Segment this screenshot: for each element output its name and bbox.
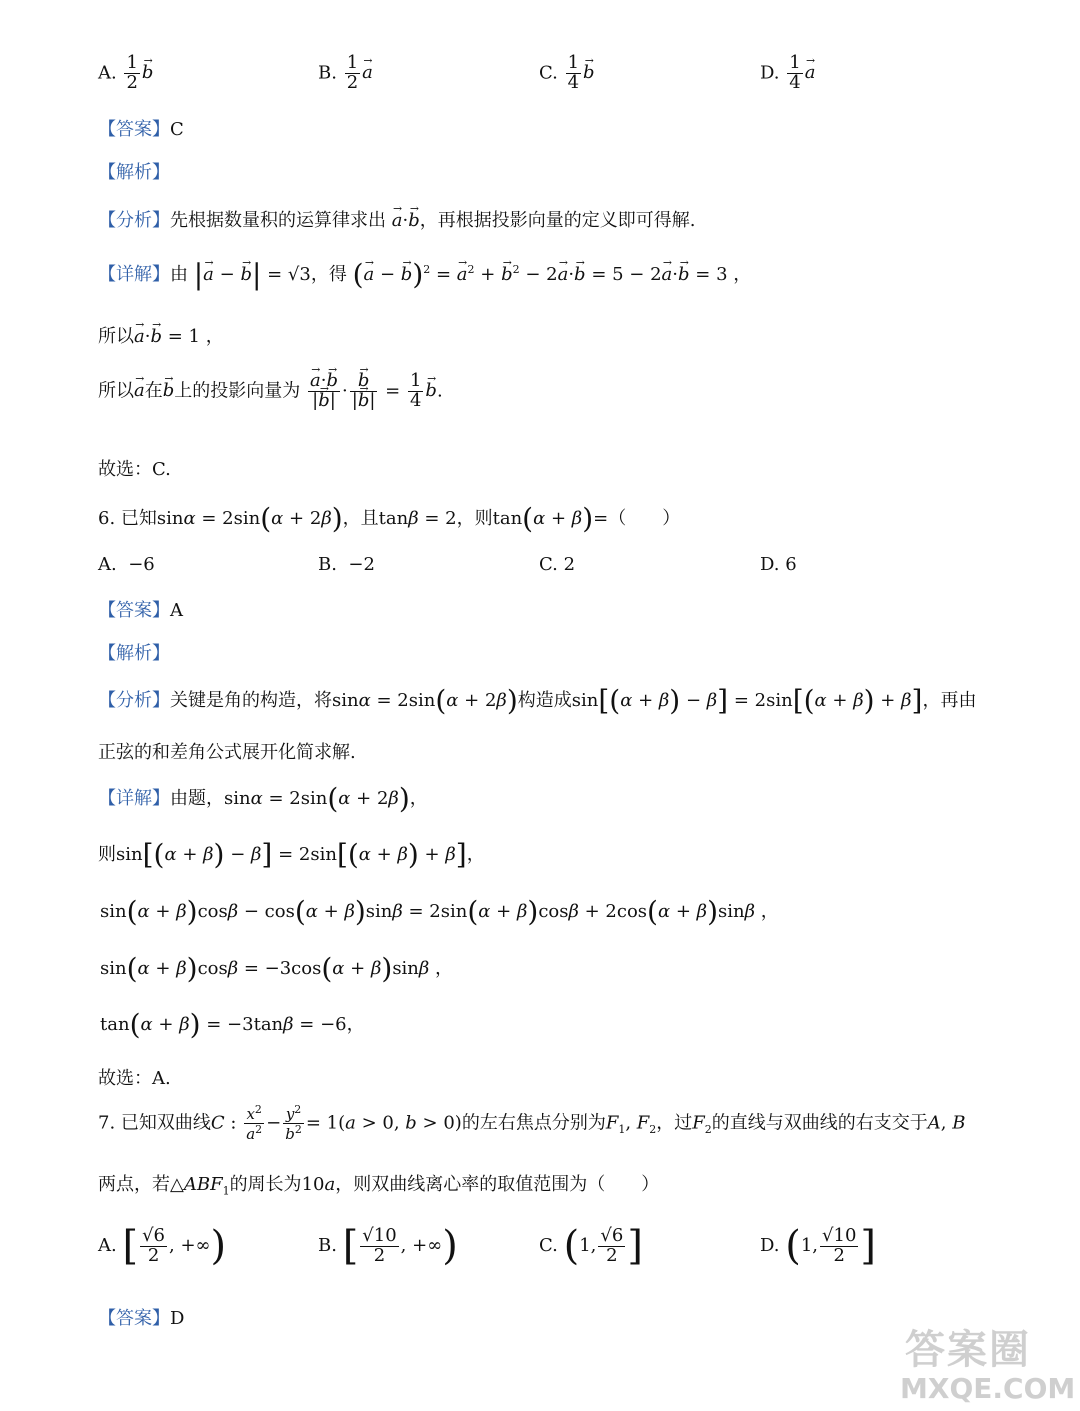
- q6-step-1: 则sin[(α + β) − β] = 2sin[(α + β) + β]，: [98, 838, 485, 871]
- q5-guxuan: 故选：C.: [98, 459, 171, 480]
- q7-stem-line1: 7. 已知双曲线C : $\frac{x^2}{a^2}$ − $\frac{y^2}{b^2}$ = 1(a > 0, b > 0)的左右焦点分别为$F_1$, $F_2$，过$F_2$的直线与双曲线的右支交于A, B: [98, 1103, 966, 1143]
- q6-step-4: tan(α + β) = −3tanβ = −6，: [100, 1008, 365, 1041]
- q6-option-c: C. 2: [539, 554, 576, 575]
- q7-stem-line2: 两点，若$\triangle ABF_1$的周长为10a，则双曲线离心率的取值范围为（ ）: [98, 1174, 660, 1198]
- q6-guxuan: 故选：A.: [98, 1068, 171, 1089]
- q7-option-c: C. (1, $\frac{√6}{2}$ ]: [539, 1223, 643, 1269]
- watermark-logo: 答案圈: [905, 1327, 1031, 1373]
- q5-option-d: D. $\frac{1}{4}$ → a: [760, 54, 815, 93]
- q5-suoyi-1: 所以→ a·→ b = 1 ，: [98, 322, 224, 348]
- q6-step-3: sin(α + β)cosβ = −3cos(α + β)sinβ ，: [100, 952, 454, 985]
- q5-option-c: C. $\frac{1}{4}$ → b: [539, 54, 595, 93]
- q7-answer: 【答案】D: [98, 1308, 185, 1329]
- q6-jiexi-heading: 【解析】: [98, 643, 170, 664]
- q5-answer: 【答案】C: [98, 119, 184, 140]
- q5-option-b: B. $\frac{1}{2}$ → a: [318, 54, 373, 93]
- q6-step-2: sin(α + β)cosβ − cos(α + β)sinβ = 2sin(α + β)cosβ + 2cos(α + β)sinβ ，: [100, 895, 779, 928]
- q7-option-d: D. (1, $\frac{√10}{2}$ ]: [760, 1223, 877, 1269]
- q5-xiangjie: 【详解】由 |→ a − → b| = √3，得 (→ a − → b)$^2$ = → $a^2$ + → $b^2 - 2\to a\cdot\to b = 5 - 2\to a\cdot\to b = 3$ ，: [98, 260, 751, 289]
- q6-fenxi-line2: 正弦的和差角公式展开化简求解.: [98, 742, 356, 763]
- q5-jiexi-heading: 【解析】: [98, 162, 170, 183]
- q6-option-d: D. 6: [760, 554, 797, 575]
- q6-xiangjie: 【详解】由题，sinα = 2sin(α + 2β)，: [98, 782, 428, 815]
- q6-option-a: A. −6: [98, 554, 155, 575]
- q6-fenxi: 【分析】关键是角的构造，将sinα = 2sin(α + 2β)构造成sin[(α + β) − β] = 2sin[(α + β) + β]，再由: [98, 684, 977, 717]
- watermark-url: MXQE.COM: [900, 1372, 1076, 1405]
- q5-suoyi-2: 所以→ a在→ b上的投影向量为 → $\frac{a\cdot\to b}{|\to b|}$ · → $\frac{b}{|\to b|}$ = $\frac{1}{4}$ → b.: [98, 372, 443, 411]
- q6-stem: 6. 已知sinα = 2sin(α + 2β)，且tanβ = 2，则tan(α + β)=（ ）: [98, 502, 681, 535]
- q6-option-b: B. −2: [318, 554, 375, 575]
- q5-option-a: A. $\frac{1}{2}$ → b: [98, 54, 153, 93]
- q7-option-b: B. [ $\frac{√10}{2}$ , +∞): [318, 1223, 458, 1269]
- q5-fenxi: 【分析】先根据数量积的运算律求出 → a·→ b，再根据投影向量的定义即可得解.: [98, 206, 695, 232]
- q6-answer: 【答案】A: [98, 600, 183, 621]
- q7-option-a: A. [ $\frac{√6}{2}$ , +∞): [98, 1223, 227, 1269]
